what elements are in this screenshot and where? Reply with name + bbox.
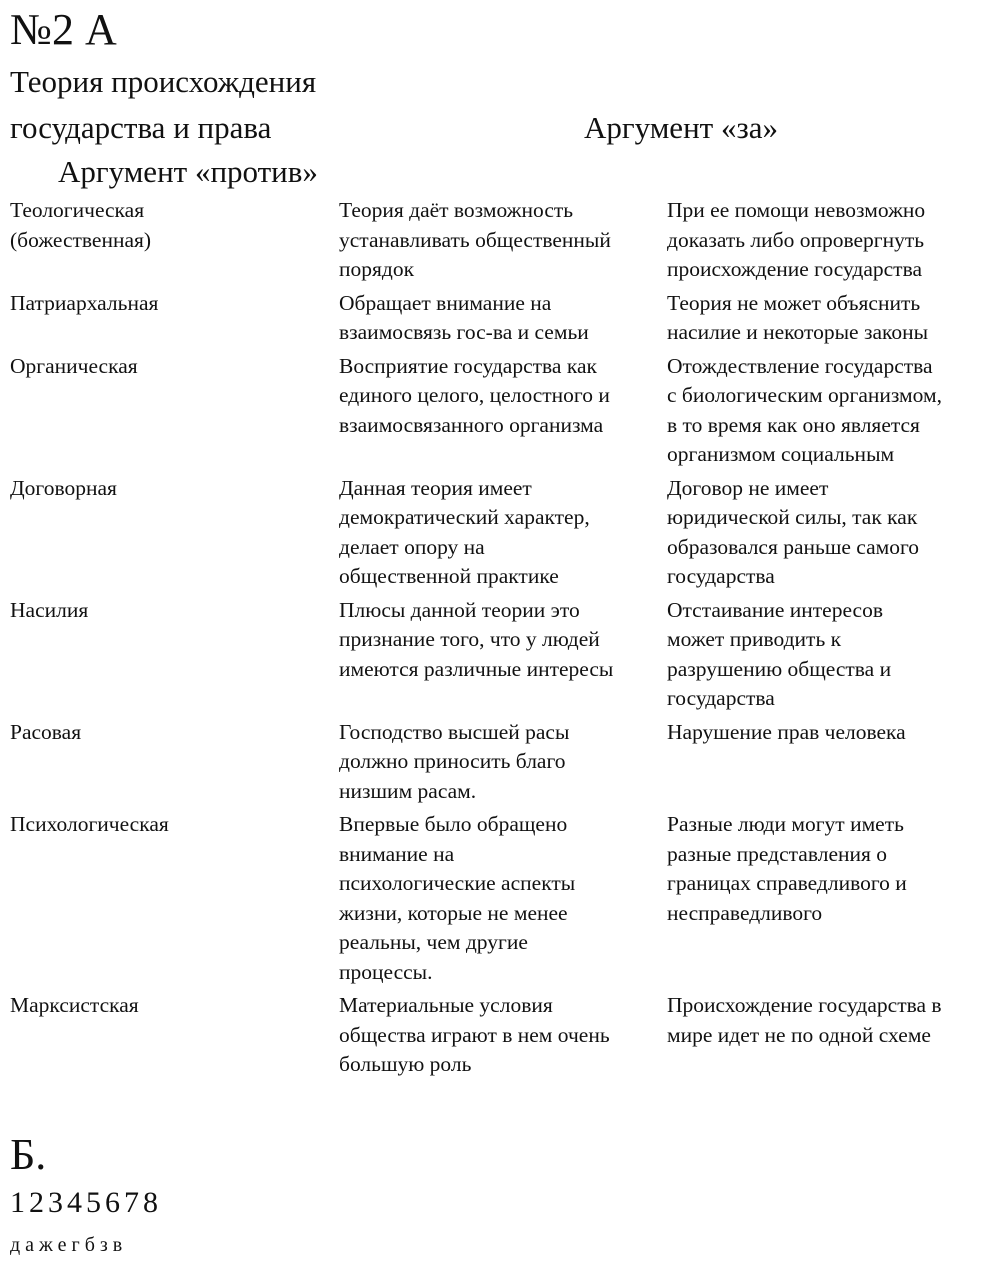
argument-for-text: Господство высшей расы должно приносить благо низшим расам. [339,719,570,803]
answer-letters: дажегбзв [10,1234,128,1256]
argument-against-text: Отождествление государства с биологическим организмом, в то время как оно является организмом социальным [667,353,942,466]
argument-for-text: Обращает внимание на взаимосвязь гос-ва и семьи [339,290,589,344]
argument-for-text: Восприятие государства как единого целого, целостного и взаимосвязанного организма [339,353,610,437]
theory-column-heading-line-2: государства и права [10,110,272,145]
argument-for-text: Теория даёт возможность устанавливать общественный порядок [339,198,611,281]
answer-numbers: 12345678 [10,1186,162,1219]
table-row [10,352,995,474]
table-row [10,196,995,289]
table-row [10,810,995,991]
argument-against-text: Происхождение государства в мире идет не по одной схеме [667,993,942,1047]
theory-name: Патриархальная [10,290,159,315]
argument-against-text: Договор не имеет юридической силы, так как образовался раньше самого государства [667,475,920,588]
argument-for-text: Материальные условия общества играют в нем очень большую роль [339,993,610,1076]
theory-name: Органическая [10,353,138,378]
argument-against-heading: Аргумент «против» [58,154,318,189]
table-row [10,596,995,718]
argument-against-text: Отстаивание интересов может приводить к разрушению общества и государства [667,597,892,710]
theory-arguments-table [10,196,995,1084]
table-row [10,991,995,1084]
argument-against-text: Разные люди могут иметь разные представления о границах справедливого и несправедливого [667,812,907,925]
argument-against-text: Нарушение прав человека [667,719,906,744]
section-b-label: Б. [10,1130,47,1179]
argument-for-heading: Аргумент «за» [584,110,778,145]
theory-name: Договорная [10,475,117,500]
theory-name: Психологическая [10,812,169,836]
argument-against-text: Теория не может объяснить насилие и некоторые законы [667,290,929,344]
theory-name: Расовая [10,719,82,744]
page-title: №2 А [10,5,117,54]
theory-column-heading-line-1: Теория происхождения [10,64,317,99]
theory-name: Теологическая (божественная) [10,198,152,252]
table-row [10,289,995,352]
argument-against-text: При ее помощи невозможно доказать либо опровергнуть происхождение государства [667,198,926,281]
theory-name: Марксистская [10,993,139,1017]
argument-for-text: Данная теория имеет демократический характер, делает опору на общественной практике [339,475,590,588]
theory-name: Насилия [10,597,89,622]
table-row [10,718,995,811]
argument-for-text: Впервые было обращено внимание на психологические аспекты жизни, которые не менее реальны, чем другие процессы. [339,812,576,984]
table-row [10,474,995,596]
argument-for-text: Плюсы данной теории это признание того, что у людей имеются различные интересы [339,597,614,681]
